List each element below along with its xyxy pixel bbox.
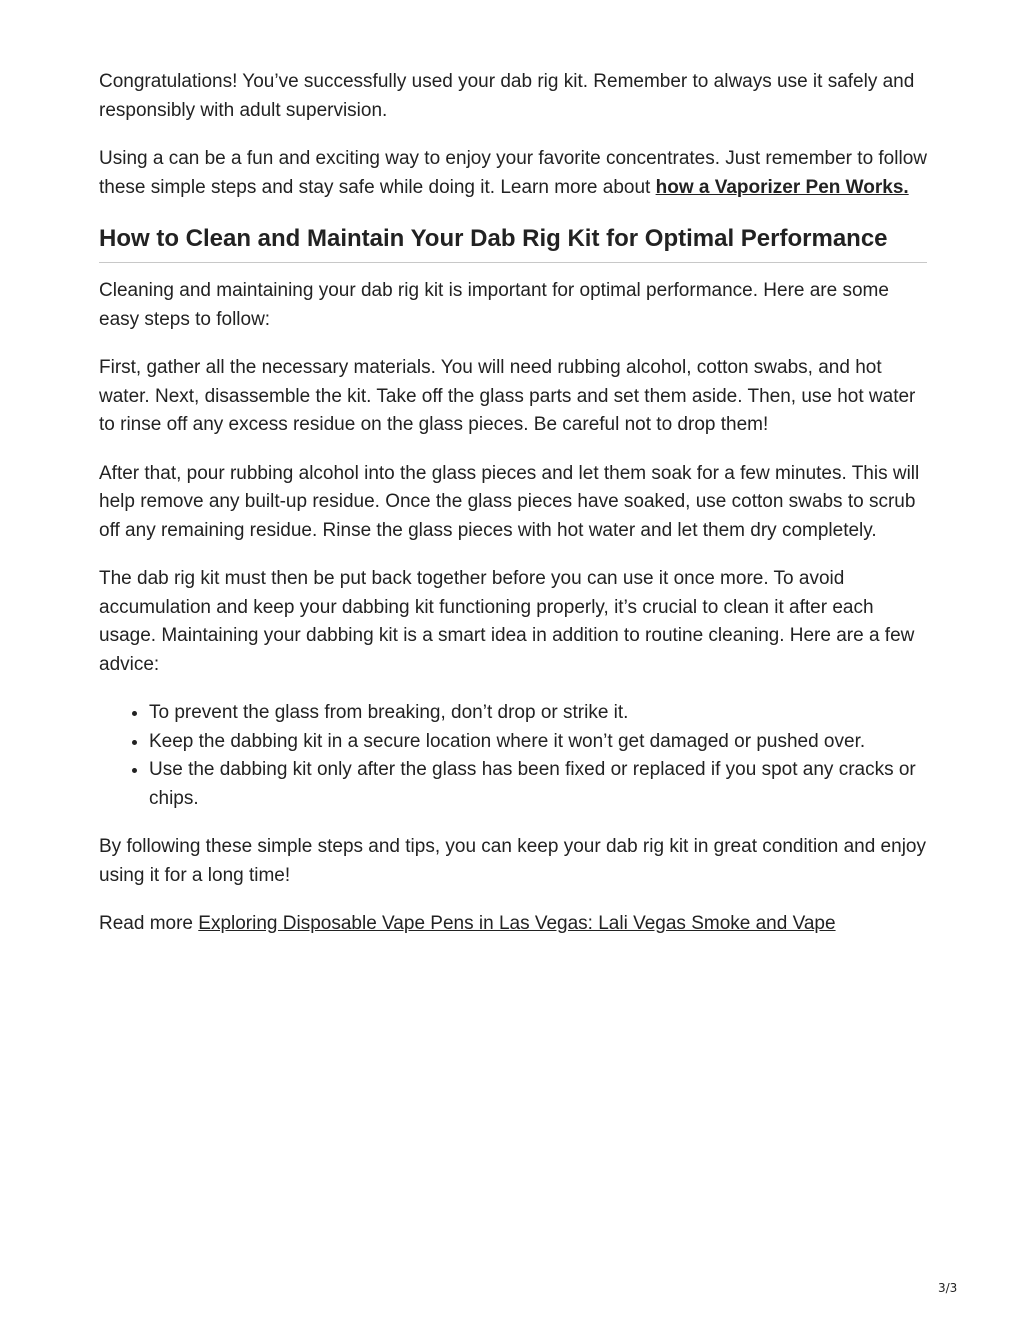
- tips-list: [99, 699, 927, 813]
- reassemble-paragraph: The dab rig kit must then be put back together before you can use it once more. To avoid accumulation and keep your dabbing kit functioning properly, it’s crucial to clean it after each usage. Maintaining your dabbing kit is a smart idea in addition to routine cleaning. Here are a few advice:: [99, 568, 915, 675]
- cleaning-intro-paragraph: Cleaning and maintaining your dab rig kit is important for optimal performance. Here are some easy steps to follow:: [99, 280, 889, 330]
- list-item: • To prevent the glass from breaking, don’t drop or strike it.: [149, 699, 927, 728]
- vaporizer-pen-link[interactable]: how a Vaporizer Pen Works.: [655, 176, 909, 198]
- read-more-paragraph: [99, 910, 927, 939]
- article-body: [99, 68, 927, 959]
- read-more-label: Read more: [99, 913, 199, 934]
- soak-paragraph: After that, pour rubbing alcohol into the glass pieces and let them soak for a few minutes. This will help remove any built-up residue. Once the glass pieces have soaked, use cotton swabs to scrub off any remaining residue. Rinse the glass pieces with hot water and let them dry completely.: [99, 462, 920, 541]
- section-heading: How to Clean and Maintain Your Dab Rig Kit for Optimal Performance: [99, 222, 927, 263]
- list-item: • Use the dabbing kit only after the glass has been fixed or replaced if you spot any cracks or chips.: [149, 756, 927, 813]
- read-more-link[interactable]: Exploring Disposable Vape Pens in Las Vegas: Lali Vegas Smoke and Vape: [198, 913, 836, 934]
- page-number: 3/3: [938, 1281, 958, 1295]
- congratulations-paragraph: Congratulations! You’ve successfully used your dab rig kit. Remember to always use it safely and responsibly with adult supervision.: [99, 71, 915, 121]
- using-paragraph-text: Using a can be a fun and exciting way to enjoy your favorite concentrates. Just remember to follow these simple steps and stay safe while doing it. Learn more about: [99, 148, 927, 198]
- gather-materials-paragraph: First, gather all the necessary materials. You will need rubbing alcohol, cotton swabs, and hot water. Next, disassemble the kit. Take off the glass parts and set them aside. Then, use hot water to rinse off any excess residue on the glass pieces. Be careful not to drop them!: [99, 357, 916, 435]
- list-item: • Keep the dabbing kit in a secure location where it won’t get damaged or pushed over.: [149, 728, 927, 757]
- using-paragraph: [99, 145, 927, 202]
- closing-paragraph: By following these simple steps and tips, you can keep your dab rig kit in great condition and enjoy using it for a long time!: [99, 836, 926, 886]
